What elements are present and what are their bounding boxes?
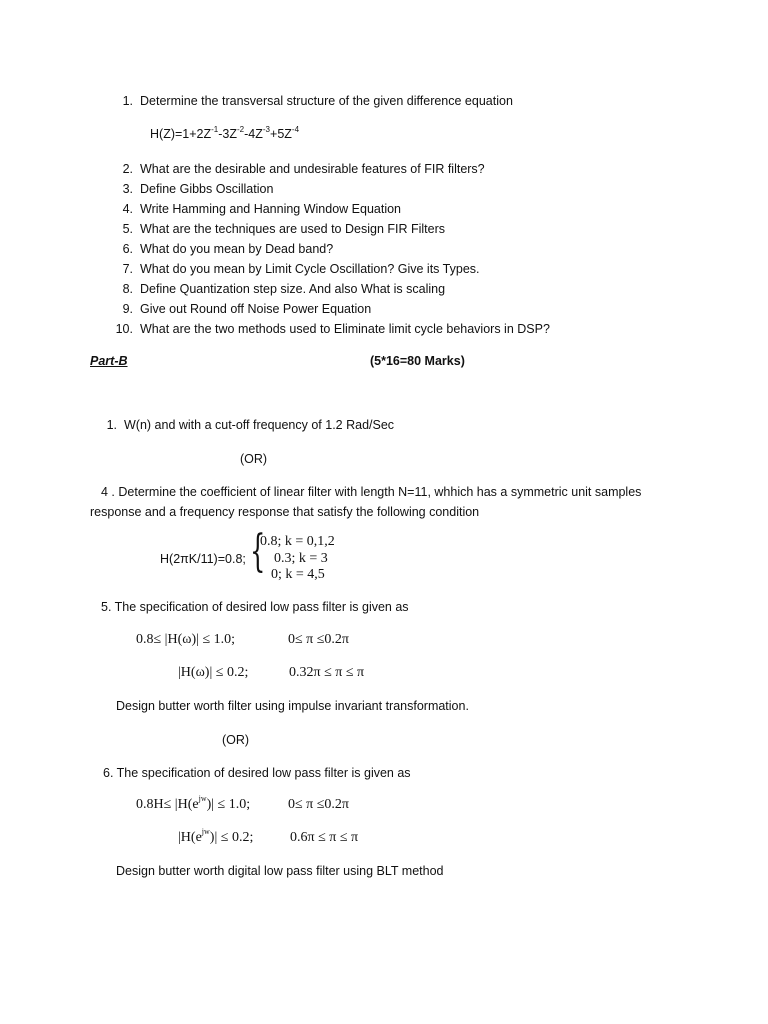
question-text: W(n) and with a cut-off frequency of 1.2 Rad/Sec xyxy=(124,418,395,432)
q6-condition-2 xyxy=(178,827,254,846)
question-number: 9. xyxy=(122,302,133,316)
question-text: What are the two methods used to Eliminate limit cycle behaviors in DSP? xyxy=(140,322,550,336)
question-number: 1. xyxy=(106,418,117,432)
question-text: Write Hamming and Hanning Window Equation xyxy=(140,202,402,216)
part-b-question-1 xyxy=(95,418,394,432)
exponent: -2 xyxy=(237,124,245,134)
question-number: 10. xyxy=(115,322,133,336)
case-3: 0; k = 4,5 xyxy=(271,567,325,582)
list-item xyxy=(111,199,550,219)
q5-condition-1a: 0.8≤ |H(ω)| ≤ 1.0; xyxy=(136,632,236,647)
list-item xyxy=(111,159,550,179)
math-part: )| ≤ 1.0; xyxy=(206,797,251,812)
or-separator: (OR) xyxy=(222,733,250,747)
equation-part: +5Z xyxy=(270,127,292,141)
question-text: What are the desirable and undesirable features of FIR filters? xyxy=(140,162,485,176)
part-b-heading: Part-B xyxy=(90,354,128,368)
question-text: Give out Round off Noise Power Equation xyxy=(140,302,372,316)
question-text: Define Gibbs Oscillation xyxy=(140,182,274,196)
question-number: 2. xyxy=(122,162,133,176)
question-number: 7. xyxy=(122,262,133,276)
part-b-question-4-line2: response and a frequency response that satisfy the following condition xyxy=(90,505,480,519)
question-number: 5. xyxy=(122,222,133,236)
exponent: jw xyxy=(201,827,210,837)
question-text: Determine the transversal structure of the given difference equation xyxy=(140,94,513,108)
exponent: -3 xyxy=(262,124,271,134)
left-brace: { xyxy=(250,526,266,577)
q6-condition-2c: 0.6π ≤ π ≤ π xyxy=(290,830,359,845)
list-item xyxy=(111,239,550,259)
q5-condition-1b: 0≤ π ≤0.2π xyxy=(288,632,350,647)
q5-condition-2a: |H(ω)| ≤ 0.2; xyxy=(178,665,249,680)
list-item xyxy=(111,179,550,199)
part-b-question-5-title: 5. The specification of desired low pass filter is given as xyxy=(101,600,409,614)
q6-condition-1 xyxy=(136,794,251,813)
part-b-question-6-title: 6. The specification of desired low pass filter is given as xyxy=(103,766,411,780)
q6-design-instruction: Design butter worth digital low pass filter using BLT method xyxy=(116,864,444,878)
question-number: 6. xyxy=(122,242,133,256)
case-2: 0.3; k = 3 xyxy=(274,551,328,566)
part-b-marks: (5*16=80 Marks) xyxy=(370,354,465,368)
math-part: |H(e xyxy=(178,830,202,845)
exponent: jw xyxy=(198,794,207,804)
q5-condition-2b: 0.32π ≤ π ≤ π xyxy=(289,665,365,680)
exponent: -4 xyxy=(291,124,300,134)
question-text: Define Quantization step size. And also What is scaling xyxy=(140,282,446,296)
math-part: 0.8H≤ |H(e xyxy=(136,797,199,812)
list-item xyxy=(111,319,550,339)
part-b-question-4-line1: 4 . Determine the coefficient of linear filter with length N=11, whhich has a symmetric unit samples xyxy=(101,485,642,499)
equation-part: H(Z)=1+2Z xyxy=(150,127,212,141)
list-item xyxy=(111,219,550,239)
question-text: What do you mean by Limit Cycle Oscillation? Give its Types. xyxy=(140,262,480,276)
equation-part: -4Z xyxy=(244,127,263,141)
question-list xyxy=(111,159,550,339)
case-1: 0.8; k = 0,1,2 xyxy=(260,534,335,549)
question-number: 1. xyxy=(122,94,133,108)
frequency-response-lhs: H(2πK/11)=0.8; xyxy=(160,552,246,566)
exponent: -1 xyxy=(211,124,219,134)
question-number: 4. xyxy=(122,202,133,216)
q5-design-instruction: Design butter worth filter using impulse invariant transformation. xyxy=(116,699,469,713)
q6-condition-1c: 0≤ π ≤0.2π xyxy=(288,797,350,812)
question-number: 8. xyxy=(122,282,133,296)
list-item xyxy=(111,279,550,299)
question-text: What do you mean by Dead band? xyxy=(140,242,334,256)
question-text: What are the techniques are used to Design FIR Filters xyxy=(140,222,446,236)
or-separator: (OR) xyxy=(240,452,268,466)
transfer-function-equation xyxy=(150,124,300,141)
equation-part: -3Z xyxy=(218,127,238,141)
list-item xyxy=(111,299,550,319)
math-part: )| ≤ 0.2; xyxy=(209,830,254,845)
question-1 xyxy=(111,94,513,108)
question-number: 3. xyxy=(122,182,133,196)
list-item xyxy=(111,259,550,279)
